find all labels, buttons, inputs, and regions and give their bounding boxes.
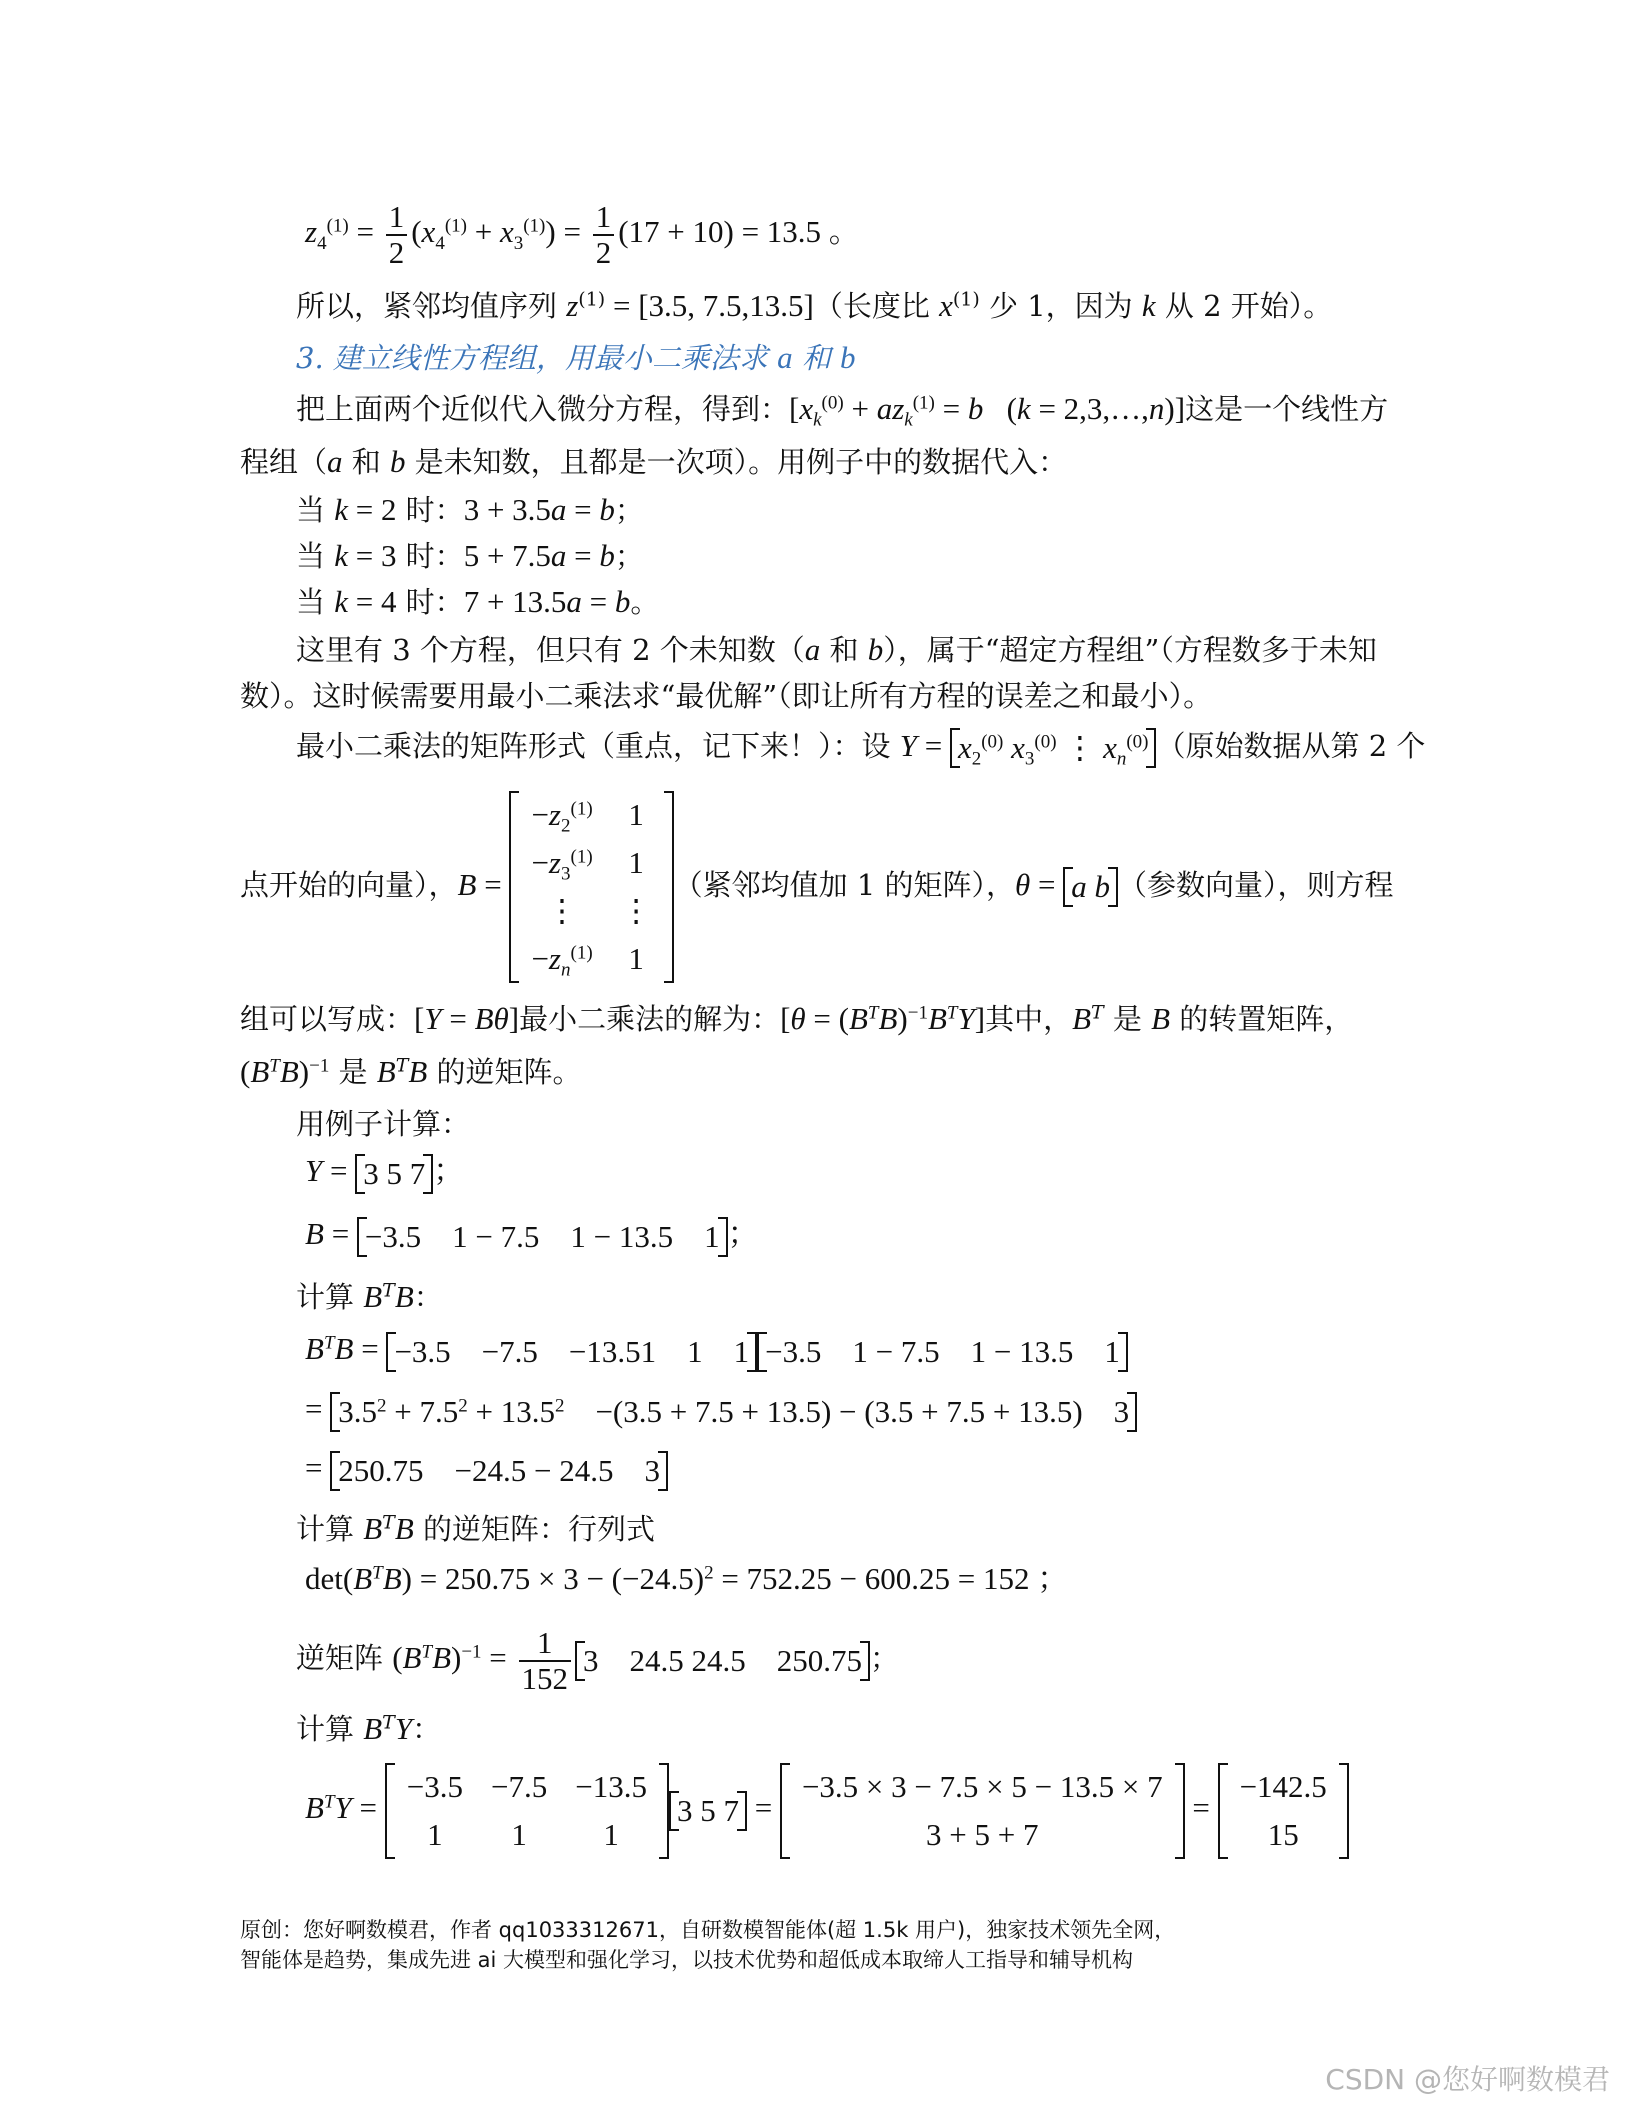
footer-line-2: 智能体是趋势，集成先进 ai 大模型和强化学习，以技术优势和超低成本取缔人工指导和辅导机构 xyxy=(240,1948,1134,1972)
eq-BtB-2: = $3.5^2 + 7.5^2 + 13.5^2$ −(3.5 + 7.5 + 13.5) − (3.5 + 7.5 + 13.5) 3 xyxy=(305,1390,1137,1432)
text-line-9: 这里有 3 个方程，但只有 2 个未知数（a 和 b），属于“超定方程组”（方程数多于未知 xyxy=(296,632,1377,667)
text-line-11: 最小二乘法的矩阵形式（重点，记下来！）：设 $Y = x_2^{(0)}$ $x_3^{(0)}$ ⋮ $x_n^{(0)}$ （原始数据从第 2 个 xyxy=(296,728,1426,770)
text-line-10: 数）。这时候需要用最小二乘法求“最优解”（即让所有方程的误差之和最小）。 xyxy=(240,679,1213,713)
text-line-22: 计算 $B^TB$ 的逆矩阵：行列式 xyxy=(296,1511,655,1546)
text-line-15: 用例子计算： xyxy=(296,1107,471,1141)
eq-z4: $z_4^{(1)}$ = $\frac{1}{2}$ $(x_4^{(1)} + x_3^{(1)})$ = $\frac{1}{2}$ (17 + 10) = 13.5 。 xyxy=(305,199,860,270)
case-k3: 当 k = 3 时：5 + 7.5a = b； xyxy=(296,538,644,573)
eq-BtB-1: $B^TB = -3.5$ −7.5 −13.51 1 1 −3.5 1 − 7.5 1 − 13.5 1 xyxy=(305,1330,1128,1372)
text-line-13: 组可以写成：[Y = Bθ]最小二乘法的解为：$[\theta = (B^TB)^{-1}B^TY]$其中，$B^T$ 是 B 的转置矩阵， xyxy=(240,1001,1354,1036)
text-line-14: $(B^TB)^{-1}$ 是 $B^TB$ 的逆矩阵。 xyxy=(240,1054,582,1089)
text-line-18: 计算 $B^TB$： xyxy=(296,1279,443,1314)
case-k2: 当 k = 2 时：3 + 3.5a = b； xyxy=(296,492,644,527)
footer-line-1: 原创：您好啊数模君，作者 qq1033312671，自研数模智能体(超 1.5k 用户)，独家技术领先全网， xyxy=(240,1918,1176,1942)
text-line-4: 把上面两个近似代入微分方程，得到：[$x_k^{(0)} + az_k^{(1)} = b$ (k = 2,3,…,n)]这是一个线性方 xyxy=(296,391,1389,431)
csdn-watermark: CSDN @您好啊数模君 xyxy=(1325,2063,1610,2096)
text-line-25: 计算 $B^TY$： xyxy=(296,1711,442,1746)
text-line-5: 程组（a 和 b 是未知数，且都是一次项）。用例子中的数据代入： xyxy=(240,444,1068,479)
eq-det: $\det(B^TB) = 250.75 \times 3 - (-24.5)^2 = 752.25 - 600.25 = 152$ ； xyxy=(305,1561,1069,1596)
eq-B: B = −3.5 1 − 7.5 1 − 13.5 1 ； xyxy=(305,1215,759,1257)
text-line-2: 所以，紧邻均值序列 $z^{(1)} = [3.5$, 7.5,13.5]（长度比 $x^{(1)}$ 少 1，因为 k 从 2 开始）。 xyxy=(296,288,1333,323)
eq-inverse: 逆矩阵 $(B^TB)^{-1}$ = $\frac{1}{152}$ 3 24.5 24.5 250.75 ； xyxy=(296,1624,900,1696)
case-k4: 当 k = 4 时：7 + 13.5a = b。 xyxy=(296,584,660,619)
text-line-12: 点开始的向量），B = $-z_2^{(1)}$ 1 $-z_3^{(1)}$ 1 ⋮ ⋮ $-z_n^{(1)}$ 1 （紧邻均值加 1 的矩阵），θ = a b （参数向量），则方程 xyxy=(240,790,1394,983)
section-heading: 3. 建立线性方程组，用最小二乘法求 a 和 b xyxy=(296,340,856,375)
eq-Y: Y = 3 5 7 ； xyxy=(305,1152,464,1194)
eq-BtB-3: = 250.75 −24.5 − 24.5 3 xyxy=(305,1449,668,1491)
eq-BtY: $B^TY$ = −3.5 −7.5 −13.5 1 1 1 3 5 7 = −3.5 × 3 − 7.5 × 5 − 13.5 × 7 3 + 5 + 7 = −142.5 15 xyxy=(305,1762,1349,1859)
